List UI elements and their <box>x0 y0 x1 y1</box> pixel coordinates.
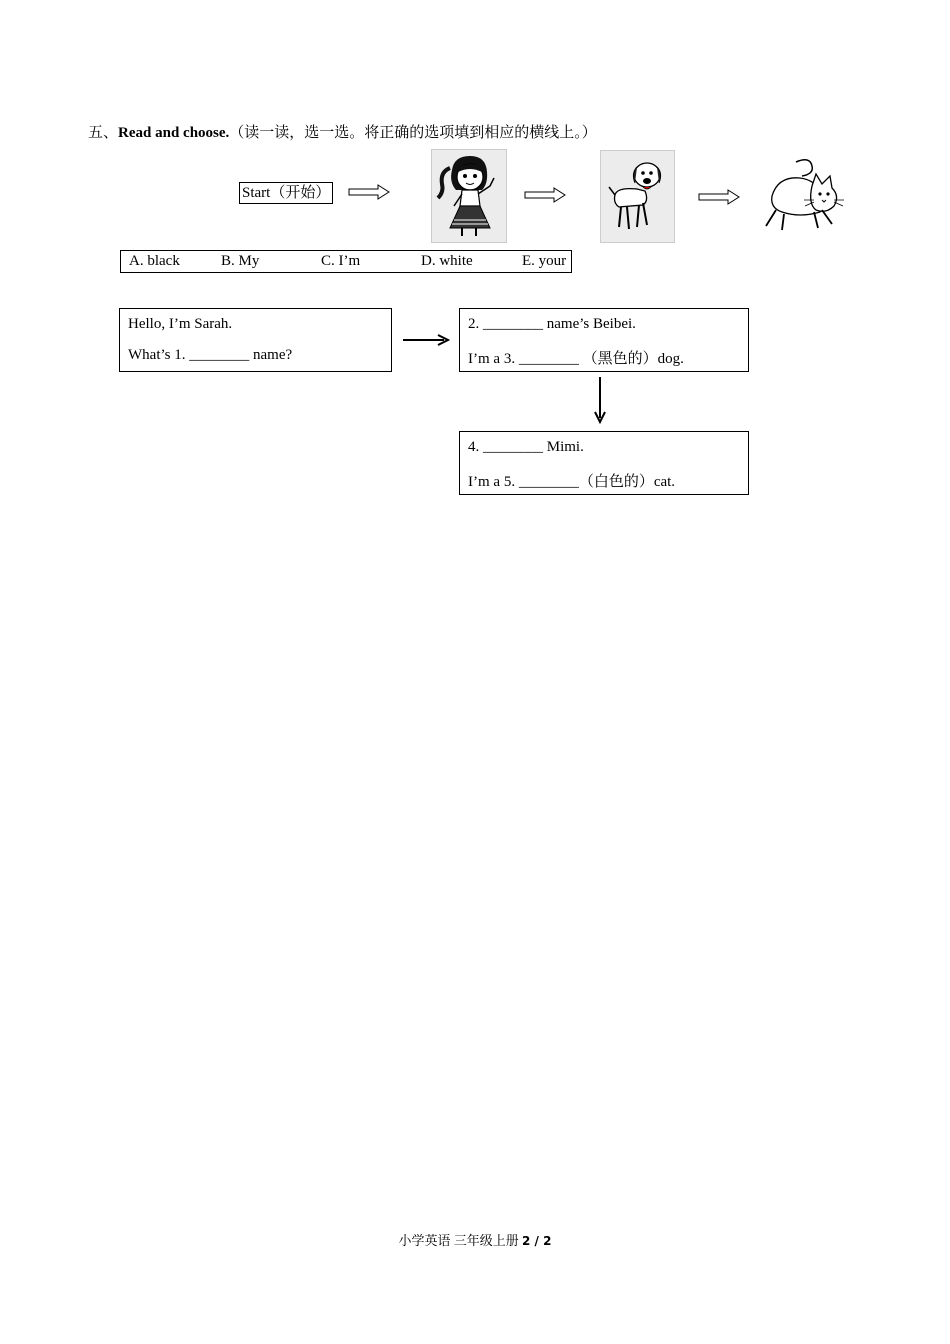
cat-icon <box>760 154 850 236</box>
option-c: C. I’m <box>321 253 361 269</box>
mimi-line-2: I’m a 5. ________（白色的）cat. <box>468 474 676 490</box>
sarah-line-1: Hello, I’m Sarah. <box>128 316 233 332</box>
start-box: Start（开始） <box>239 182 333 204</box>
option-e: E. your <box>522 253 567 269</box>
girl-icon <box>431 149 507 243</box>
section-title-cn: （读一读，选一选。将正确的选项填到相应的横线上。） <box>229 125 597 141</box>
beibei-line-1: 2. ________ name’s Beibei. <box>468 316 636 332</box>
hollow-arrow-icon <box>348 184 390 200</box>
page-footer <box>0 1230 950 1249</box>
hollow-arrow-icon <box>524 187 566 203</box>
section-heading <box>88 121 597 142</box>
arrow-down-icon <box>592 376 608 424</box>
mimi-line-1: 4. ________ Mimi. <box>468 439 584 455</box>
option-b: B. My <box>221 253 260 269</box>
option-a: A. black <box>129 253 180 269</box>
sarah-box <box>119 308 392 372</box>
footer-text: 小学英语 三年级上册 <box>398 1233 523 1248</box>
page-number: 2 / 2 <box>522 1234 552 1248</box>
beibei-line-2: I’m a 3. ________ （黑色的）dog. <box>468 351 684 367</box>
dog-icon <box>600 150 675 243</box>
hollow-arrow-icon <box>698 189 740 205</box>
options-box <box>120 250 572 273</box>
section-number: 五、 <box>88 125 119 141</box>
sarah-line-2: What’s 1. ________ name? <box>128 347 293 363</box>
option-d: D. white <box>421 253 473 269</box>
mimi-box <box>459 431 749 495</box>
beibei-box <box>459 308 749 372</box>
section-title-en: Read and choose. <box>118 125 230 141</box>
arrow-right-icon <box>402 332 450 348</box>
